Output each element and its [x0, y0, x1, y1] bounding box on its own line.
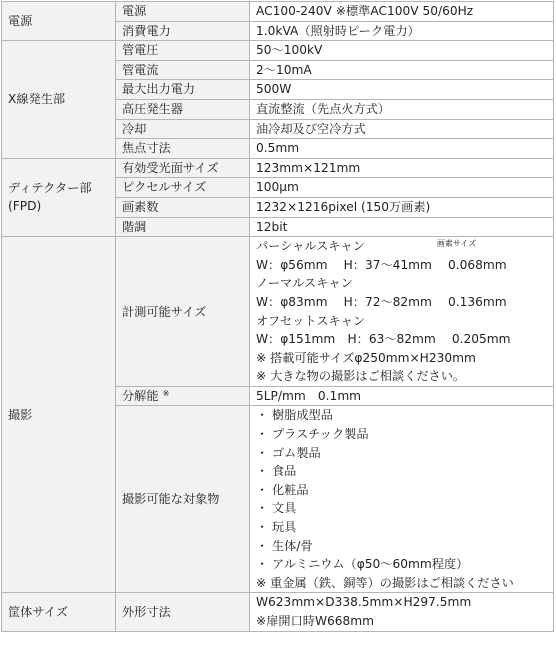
item-value: 1232×1216pixel (150万画素) — [256, 199, 431, 214]
item-label: 管電圧 — [122, 43, 159, 58]
list-item-text: 文具 — [272, 501, 297, 516]
spec-table — [1, 1, 554, 632]
item-label: 有効受光面サイズ — [122, 160, 219, 175]
item-label: 高圧発生器 — [122, 101, 183, 116]
item-cell — [116, 593, 250, 631]
list-item — [256, 481, 547, 500]
category-label: X線発生部 — [8, 92, 66, 107]
bullet-icon: ・ — [256, 501, 269, 516]
item-value: 直流整流（先点火方式） — [256, 101, 391, 116]
item-label: 消費電力 — [122, 23, 171, 38]
value-cell — [250, 119, 554, 139]
category-cell — [2, 593, 116, 631]
category-cell — [2, 158, 116, 236]
item-cell — [116, 406, 250, 593]
item-label: 階調 — [122, 219, 147, 234]
category-cell — [2, 2, 116, 41]
item-value: 50～100kV — [256, 43, 323, 58]
bullet-icon: ・ — [256, 464, 269, 479]
category-label: 電源 — [8, 14, 33, 29]
list-item-text: 食品 — [272, 464, 297, 479]
category-sublabel: (FPD) — [8, 199, 42, 214]
note-line: ※ 搭載可能サイズφ250mm×H230mm — [256, 350, 476, 365]
item-cell — [116, 41, 250, 61]
pixel-size-note: 画素サイズ — [436, 239, 477, 249]
scan-mode-label: オフセットスキャン — [256, 313, 366, 328]
item-cell — [116, 197, 250, 217]
item-value: 油冷却及び空冷方式 — [256, 121, 366, 136]
item-cell — [116, 60, 250, 80]
value-cell — [250, 386, 554, 406]
item-label: 分解能 — [122, 388, 159, 403]
item-cell — [116, 386, 250, 406]
list-item-text: プラスチック製品 — [272, 427, 369, 442]
list-item — [256, 518, 547, 537]
note-line: ※扉開口時W668mm — [256, 614, 375, 628]
value-cell — [250, 41, 554, 61]
table-row — [2, 593, 554, 631]
item-value: 2～10mA — [256, 62, 312, 77]
item-label: 冷却 — [122, 121, 147, 136]
table-row — [2, 41, 554, 61]
item-value: 500W — [256, 82, 292, 97]
item-cell — [116, 237, 250, 387]
note-mark: ※ — [162, 388, 170, 398]
value-cell — [250, 139, 554, 159]
value-cell — [250, 593, 554, 631]
table-row — [2, 237, 554, 387]
note-line: ※ 重金属（鉄、銅等）の撮影はご相談ください — [256, 575, 514, 590]
value-cell — [250, 237, 554, 387]
item-cell — [116, 2, 250, 22]
list-item — [256, 537, 547, 556]
measure-line — [256, 237, 547, 256]
item-label: 管電流 — [122, 62, 159, 77]
value-cell — [250, 99, 554, 119]
bullet-icon: ・ — [256, 427, 269, 442]
item-value: 100μm — [256, 180, 299, 195]
value-cell — [250, 217, 554, 237]
list-item-text: 樹脂成型品 — [272, 408, 333, 423]
table-row — [2, 158, 554, 178]
item-cell — [116, 217, 250, 237]
list-item — [256, 555, 547, 574]
category-cell — [2, 237, 116, 593]
value-cell — [250, 406, 554, 593]
spec-sheet — [0, 1, 556, 645]
item-value: 12bit — [256, 219, 288, 234]
list-item-text: 生体/骨 — [272, 538, 313, 553]
measure-line: W：φ56mm H：37～41mm 0.068mm — [256, 257, 507, 272]
value-cell — [250, 80, 554, 100]
bullet-icon: ・ — [256, 445, 269, 460]
item-label: 最大出力電力 — [122, 82, 196, 97]
category-label: ディテクター部 — [8, 180, 92, 195]
item-label: 計測可能サイズ — [122, 304, 207, 319]
scan-mode-label: ノーマルスキャン — [256, 276, 353, 291]
item-value: 5LP/mm 0.1mm — [256, 388, 362, 403]
item-cell — [116, 80, 250, 100]
note-line: ※ 大きな物の撮影はご相談ください。 — [256, 369, 466, 384]
item-label: ピクセルサイズ — [122, 180, 207, 195]
list-item-text: 玩具 — [272, 520, 297, 535]
item-value: W623mm×D338.5mm×H297.5mm — [256, 595, 472, 610]
item-value: 123mm×121mm — [256, 160, 361, 175]
item-label: 焦点寸法 — [122, 141, 171, 156]
item-label: 撮影可能な対象物 — [122, 492, 220, 507]
scan-mode-label: パーシャルスキャン — [256, 239, 365, 254]
item-cell — [116, 158, 250, 178]
category-cell — [2, 41, 116, 159]
measure-line: W：φ151mm H：63～82mm 0.205mm — [256, 332, 511, 347]
list-item — [256, 462, 547, 481]
list-item-text: 化粧品 — [272, 482, 309, 497]
bullet-icon: ・ — [256, 408, 269, 423]
table-row — [2, 2, 554, 22]
measure-line: W：φ83mm H：72～82mm 0.136mm — [256, 294, 507, 309]
item-cell — [116, 21, 250, 41]
list-item — [256, 406, 547, 425]
bullet-icon: ・ — [256, 557, 269, 572]
list-item — [256, 499, 547, 518]
bullet-icon: ・ — [256, 482, 269, 497]
value-cell — [250, 158, 554, 178]
category-label: 筐体サイズ — [8, 605, 68, 619]
value-cell — [250, 60, 554, 80]
bullet-icon: ・ — [256, 538, 269, 553]
item-label: 画素数 — [122, 199, 159, 214]
list-item-text: アルミニウム（φ50～60mm程度） — [272, 557, 469, 572]
item-cell — [116, 119, 250, 139]
item-value: AC100-240V ※標準AC100V 50/60Hz — [256, 4, 474, 18]
value-cell — [250, 2, 554, 22]
value-cell — [250, 178, 554, 198]
item-label: 外形寸法 — [122, 605, 171, 619]
item-cell — [116, 99, 250, 119]
category-label: 撮影 — [8, 407, 33, 422]
list-item-text: ゴム製品 — [272, 445, 321, 460]
list-item — [256, 444, 547, 463]
list-item — [256, 425, 547, 444]
value-cell — [250, 197, 554, 217]
item-value: 0.5mm — [256, 141, 300, 156]
item-cell — [116, 139, 250, 159]
bullet-icon: ・ — [256, 520, 269, 535]
value-cell — [250, 21, 554, 41]
item-cell — [116, 178, 250, 198]
item-value: 1.0kVA（照射時ピーク電力） — [256, 23, 420, 38]
item-label: 電源 — [122, 4, 147, 18]
